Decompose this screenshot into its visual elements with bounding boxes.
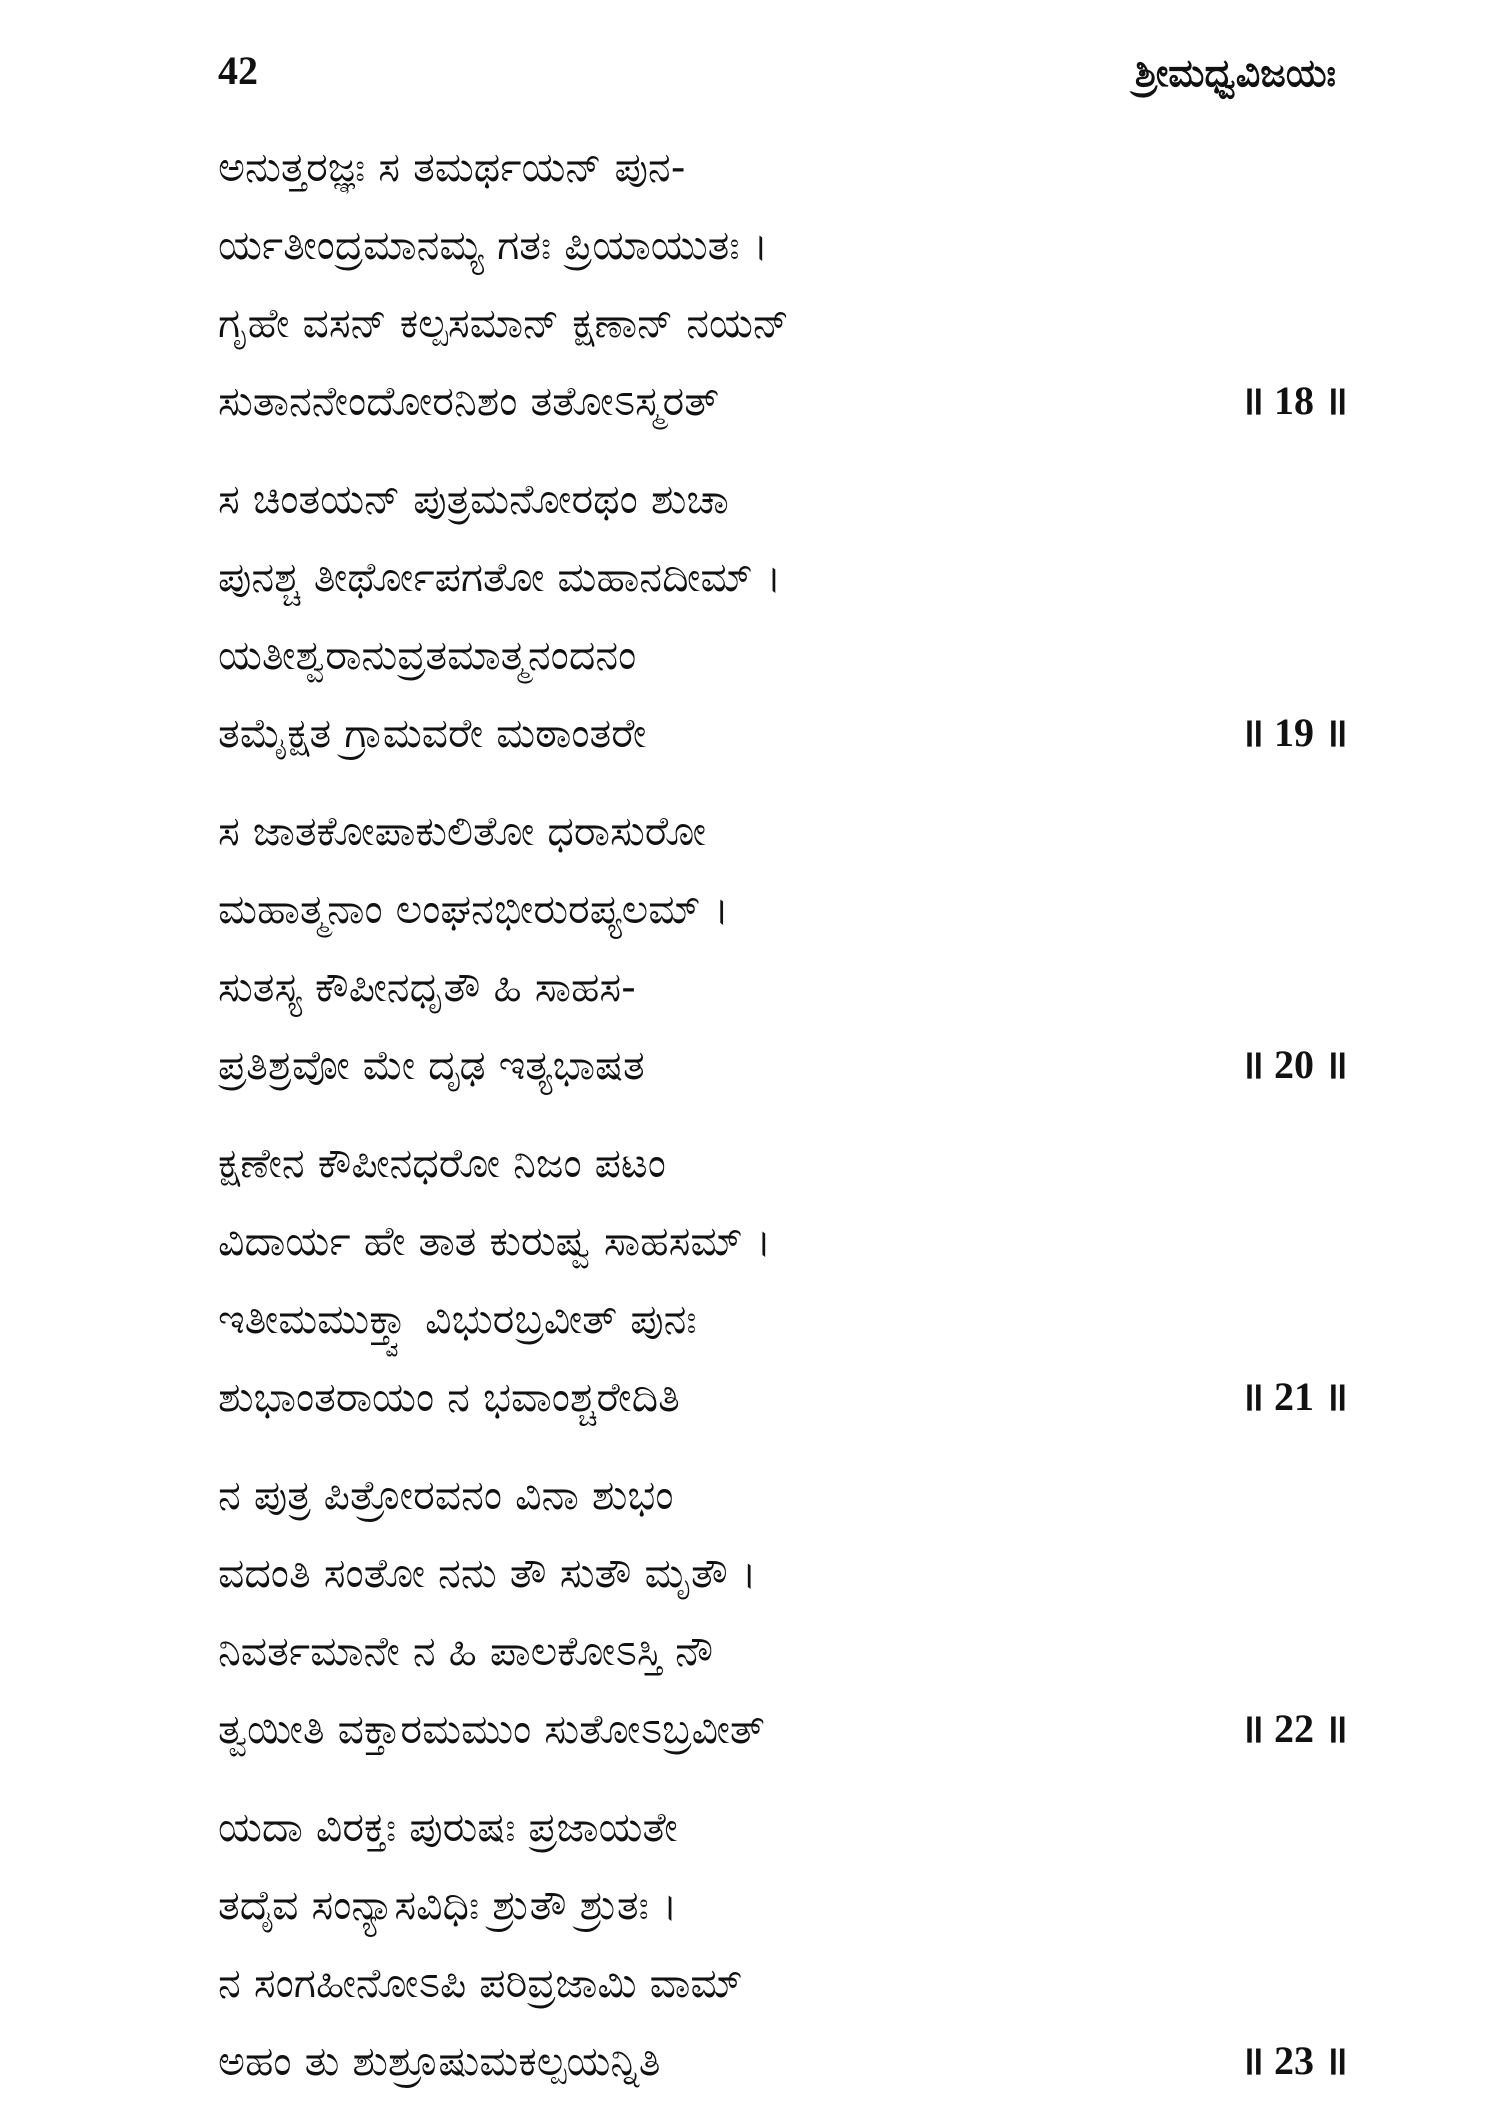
verse-line: ಶುಭಾಂತರಾಯಂ ನ ಭವಾಂಶ್ಚರೇದಿತಿ	[218, 1373, 680, 1421]
verse-line: ಪುನಶ್ಚ ತೀರ್ಥೋಪಗತೋ ಮಹಾನದೀಮ್ ।	[218, 553, 782, 601]
verse-line: ನಿವರ್ತಮಾನೇ ನ ಹಿ ಪಾಲಕೋಽಸ್ತಿ ನೌ	[218, 1627, 714, 1675]
verse-line: ಗೃಹೇ ವಸನ್ ಕಲ್ಪಸಮಾನ್ ಕ್ಷಣಾನ್ ನಯನ್	[218, 299, 790, 347]
verse-number: ॥ 18 ॥	[1240, 378, 1348, 423]
verse-20	[218, 792, 1348, 1104]
verse-line: ವದಂತಿ ಸಂತೋ ನನು ತೌ ಸುತೌ ಮೃತೌ ।	[218, 1549, 757, 1597]
verse-22	[218, 1456, 1348, 1768]
verse-line: ಇತೀಮಮುಕ್ತ್ವಾ ವಿಭುರಬ್ರವೀತ್ ಪುನಃ	[218, 1295, 697, 1343]
verse-line: ನ ಸಂಗಹೀನೋಽಪಿ ಪರಿವ್ರಜಾಮಿ ವಾಮ್	[218, 1959, 743, 2007]
verse-line: ತಮೈಕ್ಷತ ಗ್ರಾಮವರೇ ಮಠಾಂತರೇ	[218, 709, 647, 757]
verse-number: ॥ 20 ॥	[1240, 1042, 1348, 1087]
verse-line: ನ ಪುತ್ರ ಪಿತ್ರೋರವನಂ ವಿನಾ ಶುಭಂ	[218, 1471, 674, 1519]
verse-line: ರ್ಯತೀಂದ್ರಮಾನಮ್ಯ ಗತಃ ಪ್ರಿಯಾಯುತಃ ।	[218, 221, 769, 269]
verse-line: ತದೈವ ಸಂನ್ಯಾಸವಿಧಿಃ ಶ್ರುತೌ ಶ್ರುತಃ ।	[218, 1881, 678, 1929]
page-number: 42	[218, 48, 258, 93]
verse-line: ಯದಾ ವಿರಕ್ತಃ ಪುರುಷಃ ಪ್ರಜಾಯತೇ	[218, 1803, 678, 1851]
verse-line: ವಿದಾರ್ಯ ಹೇ ತಾತ ಕುರುಷ್ವ ಸಾಹಸಮ್ ।	[218, 1217, 772, 1265]
verse-21	[218, 1124, 1348, 1436]
verse-18	[218, 128, 1348, 440]
verse-line: ಮಹಾತ್ಮನಾಂ ಲಂಘನಭೀರುರಪ್ಯಲಮ್ ।	[218, 885, 730, 933]
verse-line: ಸ ಚಿಂತಯನ್ ಪುತ್ರಮನೋರಥಂ ಶುಚಾ	[218, 475, 729, 523]
verse-number: ॥ 22 ॥	[1240, 1706, 1348, 1751]
verse-line: ಕ್ಷಣೇನ ಕೌಪೀನಧರೋ ನಿಜಂ ಪಟಂ	[218, 1139, 666, 1187]
verse-23	[218, 1788, 1348, 2100]
verse-line: ಅನುತ್ತರಜ್ಞಃ ಸ ತಮರ್ಥಯನ್ ಪುನ-	[218, 143, 686, 191]
verse-number: ॥ 23 ॥	[1240, 2038, 1348, 2083]
verse-line: ಸುತಾನನೇಂದೋರನಿಶಂ ತತೋಽಸ್ಮರತ್	[218, 377, 720, 425]
verse-line: ಪ್ರತಿಶ್ರವೋ ಮೇ ದೃಢ ಇತ್ಯಭಾಷತ	[218, 1041, 645, 1089]
verse-list	[218, 128, 1348, 2120]
verse-line: ಅಹಂ ತು ಶುಶ್ರೂಷುಮಕಲ್ಪಯನ್ನಿತಿ	[218, 2037, 661, 2085]
verse-line: ಯತೀಶ್ವರಾನುವ್ರತಮಾತ್ಮನಂದನಂ	[218, 631, 637, 679]
verse-line: ಸುತಸ್ಯ ಕೌಪೀನಧೃತೌ ಹಿ ಸಾಹಸ-	[218, 963, 636, 1011]
verse-line: ತ್ವಯೀತಿ ವಕ್ತಾರಮಮುಂ ಸುತೋಽಬ್ರವೀತ್	[218, 1705, 765, 1753]
verse-line: ಸ ಜಾತಕೋಪಾಕುಲಿತೋ ಧರಾಸುರೋ	[218, 807, 707, 855]
running-title: ಶ್ರೀಮಧ್ವವಿಜಯಃ	[1134, 51, 1336, 95]
verse-19	[218, 460, 1348, 772]
verse-number: ॥ 21 ॥	[1240, 1374, 1348, 1419]
verse-number: ॥ 19 ॥	[1240, 710, 1348, 755]
